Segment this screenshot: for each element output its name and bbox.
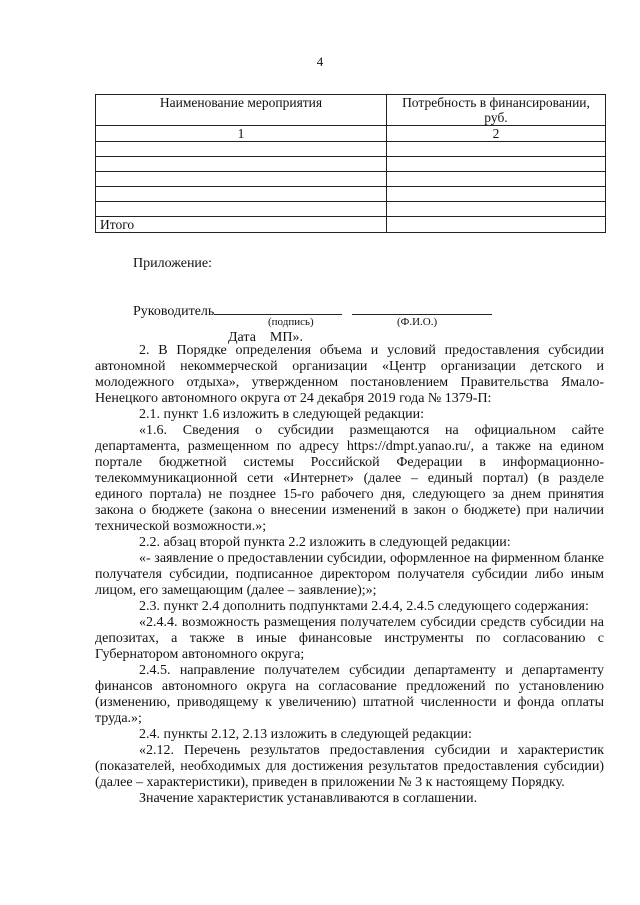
table-cell [96, 157, 387, 172]
appendix-label: Приложение: [133, 256, 213, 271]
column-number-1: 1 [96, 126, 387, 142]
signature-blank [214, 300, 342, 315]
paragraph: 2. В Порядке определения объема и условий предоставления субсидии автономной некоммерческой организации «Центр организации детского и молодежного отдыха», утвержденном постановлением Правительства Ямало-Ненецкого автономного округа от 24 декабря 2019 года № 1379-П: [95, 343, 604, 406]
paragraph: 2.1. пункт 1.6 изложить в следующей редакции: [139, 407, 424, 422]
financing-table [95, 94, 606, 233]
table-cell [387, 172, 606, 187]
fio-blank [352, 300, 492, 315]
table-row [96, 157, 606, 172]
paragraph: «2.12. Перечень результатов предоставления субсидии и характеристик (показателей, необходимых для достижения результатов предоставления субсидии) (далее – характеристики), приведен в приложении № 3 к настоящему Порядку. [95, 743, 604, 790]
signature-caption: (подпись) [268, 316, 314, 328]
table-total-row [96, 217, 606, 233]
table-header-row [96, 95, 606, 126]
table-cell [96, 187, 387, 202]
table-row [96, 172, 606, 187]
total-label: Итого [96, 217, 387, 233]
table-cell [387, 157, 606, 172]
body-text [95, 343, 604, 807]
paragraph: «- заявление о предоставлении субсидии, оформленное на фирменном бланке получателя субсидии, подписанное директором получателя субсидии либо иным лицом, его замещающим (далее – заявление);»; [95, 551, 604, 598]
table-cell [387, 187, 606, 202]
table-cell [96, 202, 387, 217]
paragraph: 2.4.5. направление получателем субсидии департаменту и департаменту финансов автономного округа на согласование предложений по установлению (изменению, приводящему к увеличению) штатной численности и фонда оплаты труда.»; [95, 663, 604, 726]
page-number: 4 [316, 54, 324, 69]
table-number-row [96, 126, 606, 142]
date-label: Дата [228, 330, 256, 345]
paragraph: «1.6. Сведения о субсидии размещаются на официальном сайте департамента, размещенном по адресу https://dmpt.yanao.ru/, а также на едином портале бюджетной системы Российской Федерации в информационно-телекоммуникационной сети «Интернет» (далее – единый портал) (в разделе единого портала) не позднее 15-го рабочего дня, следующего за днем принятия закона о бюджете (закона о внесении изменений в закон о бюджете) при наличии технической возможности.»; [95, 423, 604, 534]
total-value [387, 217, 606, 233]
fio-caption: (Ф.И.О.) [397, 316, 438, 328]
table-cell [387, 142, 606, 157]
mp-label: МП». [269, 330, 303, 345]
table-row [96, 142, 606, 157]
table-cell [387, 202, 606, 217]
paragraph: 2.4. пункты 2.12, 2.13 изложить в следующей редакции: [139, 727, 472, 742]
header-event-name: Наименование мероприятия [96, 95, 387, 126]
table-row [96, 187, 606, 202]
paragraph: 2.3. пункт 2.4 дополнить подпунктами 2.4.4, 2.4.5 следующего содержания: [139, 599, 589, 614]
table-cell [96, 142, 387, 157]
header-financing-need: Потребность в финансировании, руб. [387, 95, 606, 126]
head-label: Руководитель [133, 304, 215, 319]
paragraph: «2.4.4. возможность размещения получателем субсидии средств субсидии на депозитах, а также в иные финансовые инструменты по согласованию с Губернатором автономного округа; [95, 615, 604, 662]
table-cell [96, 172, 387, 187]
paragraph: Значение характеристик устанавливаются в соглашении. [139, 791, 478, 806]
table-row [96, 202, 606, 217]
column-number-2: 2 [387, 126, 606, 142]
paragraph: 2.2. абзац второй пункта 2.2 изложить в следующей редакции: [139, 535, 511, 550]
